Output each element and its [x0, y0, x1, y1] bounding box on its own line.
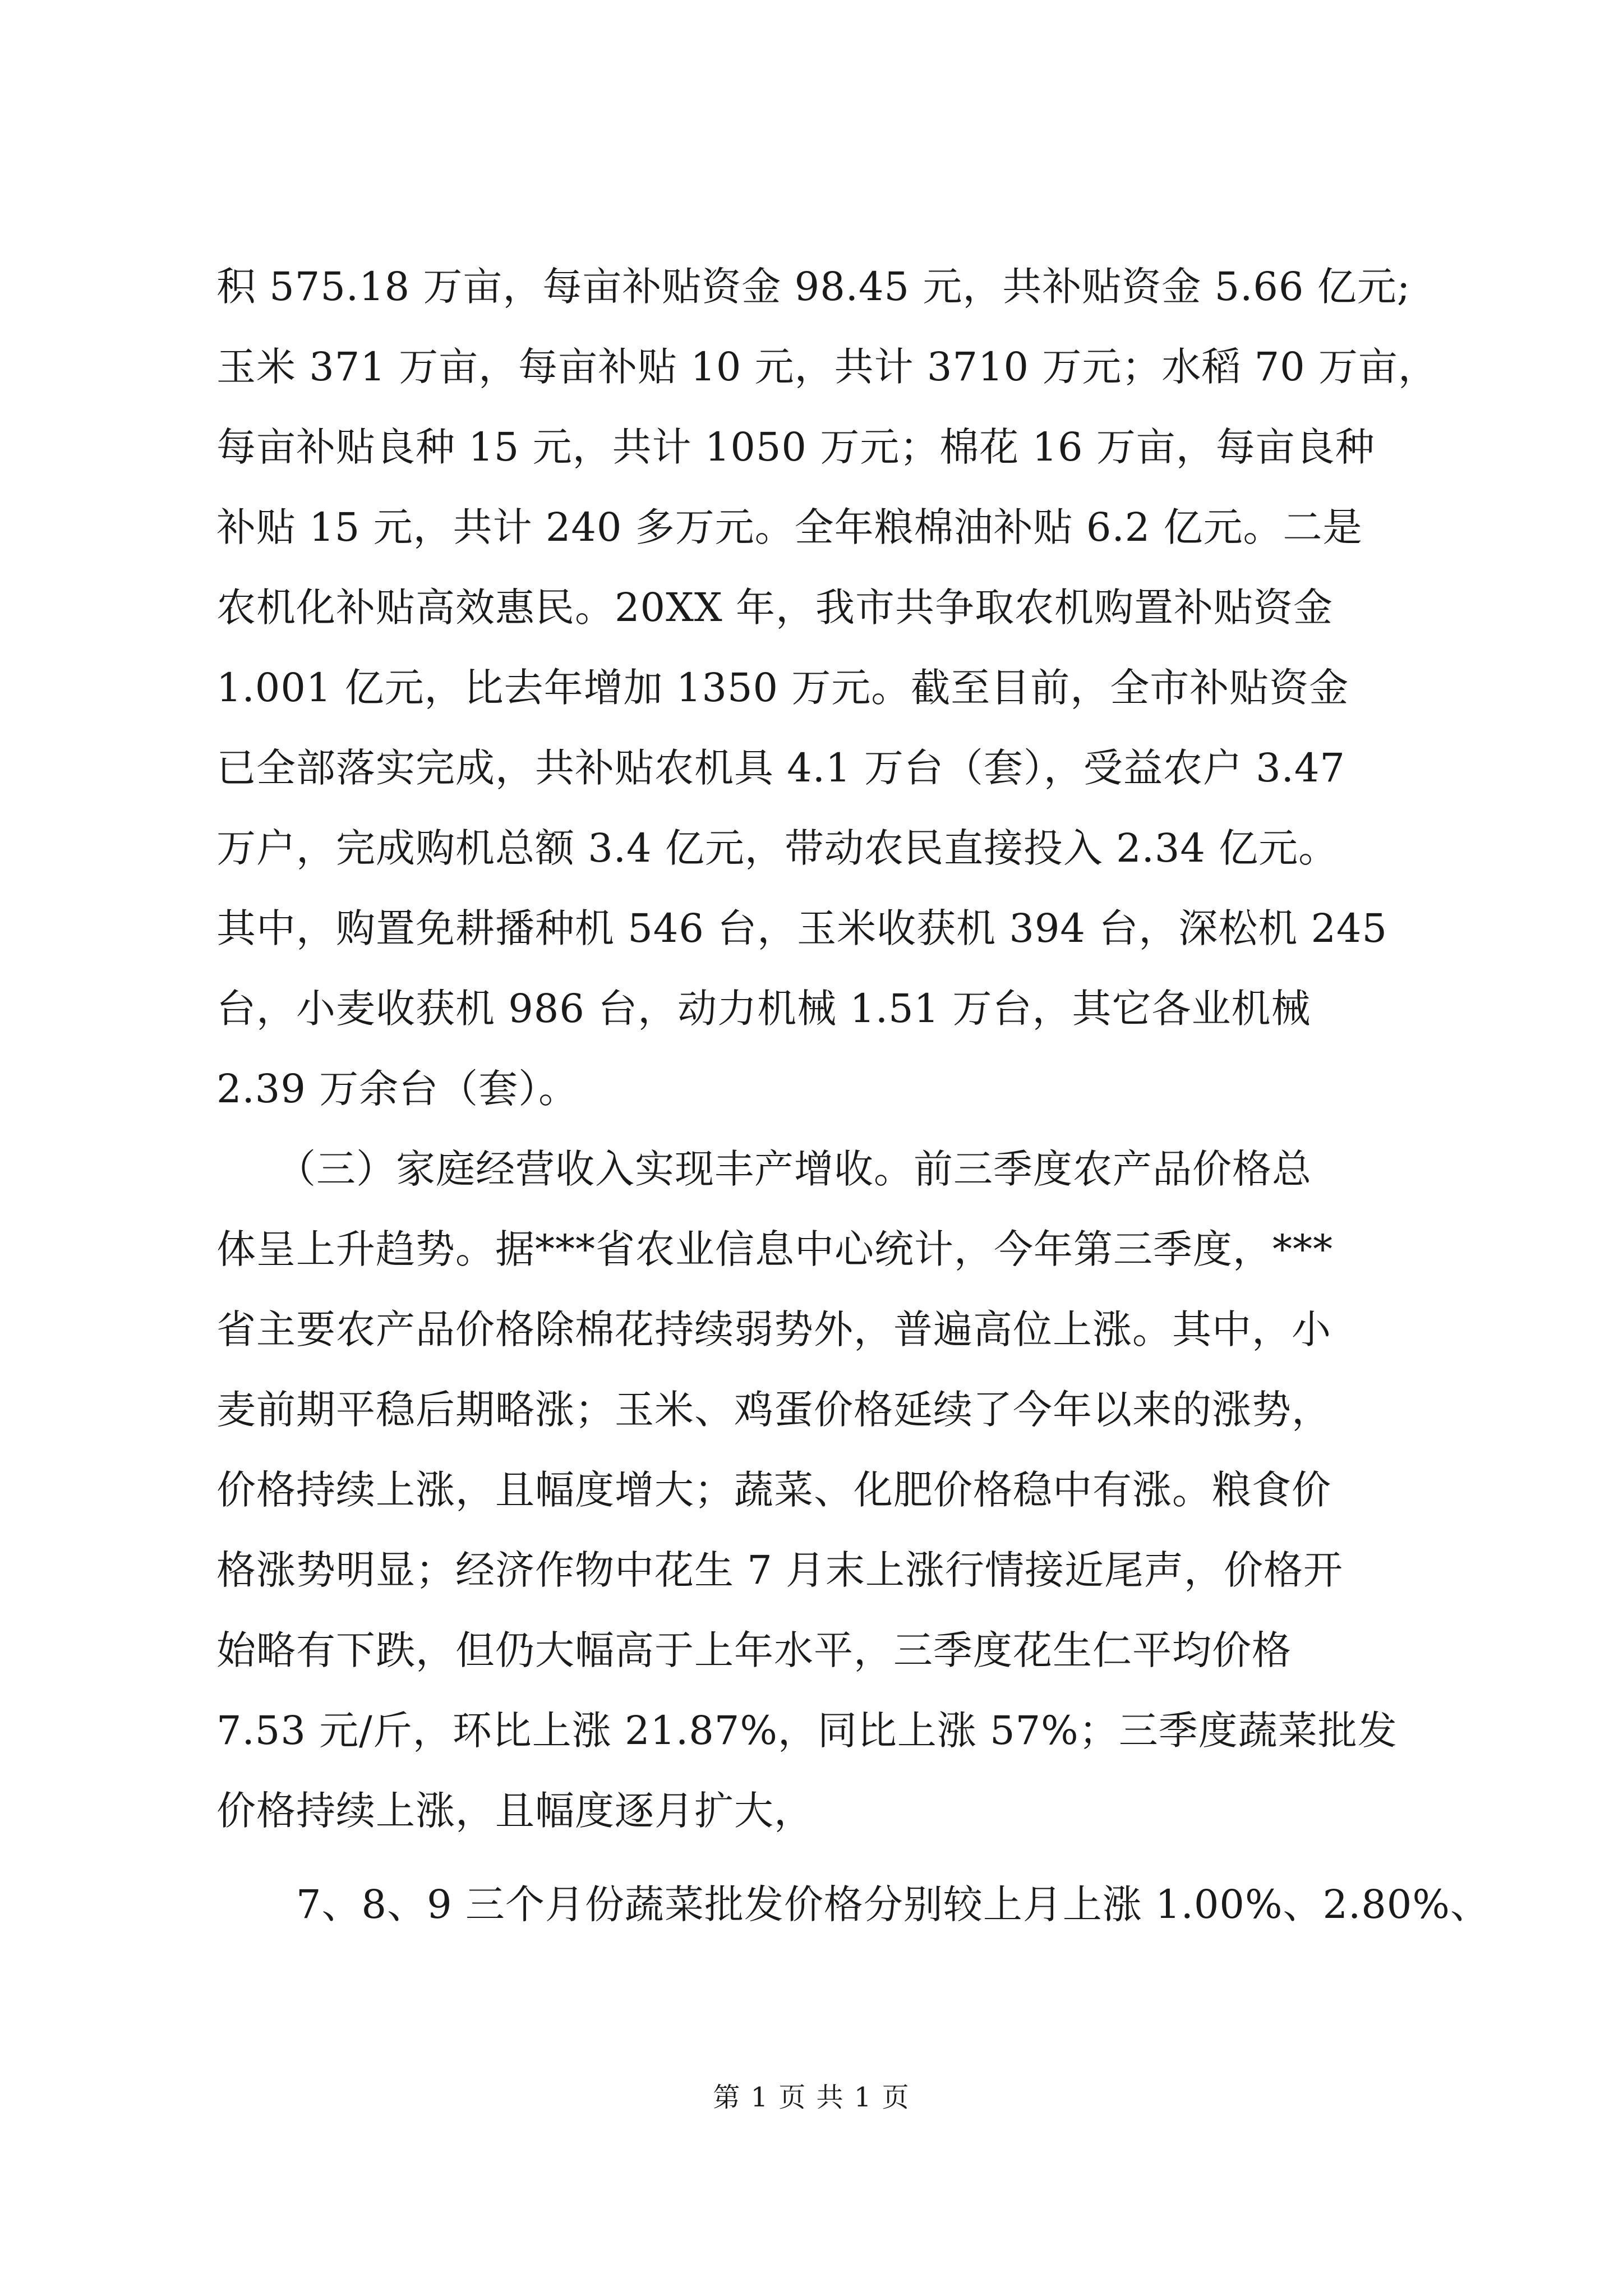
text-line: 麦前期平稳后期略涨；玉米、鸡蛋价格延续了今年以来的涨势， — [216, 1387, 1331, 1433]
text-line: 价格持续上涨，且幅度逐月扩大， — [216, 1788, 814, 1834]
text-line: （三）家庭经营收入实现丰产增收。前三季度农产品价格总 — [216, 1146, 1312, 1192]
text-line: 台，小麦收获机 986 台，动力机械 1.51 万台，其它各业机械 — [216, 986, 1311, 1032]
text-line: 体呈上升趋势。据***省农业信息中心统计，今年第三季度，*** — [216, 1226, 1333, 1272]
text-line: 始略有下跌，但仍大幅高于上年水平，三季度花生仁平均价格 — [216, 1627, 1292, 1673]
text-line: 7.53 元/斤，环比上涨 21.87%，同比上涨 57%；三季度蔬菜批发 — [216, 1708, 1398, 1754]
text-line: 1.001 亿元，比去年增加 1350 万元。截至目前，全市补贴资金 — [216, 665, 1349, 711]
text-line: 积 575.18 万亩，每亩补贴资金 98.45 元，共补贴资金 5.66 亿元; — [216, 264, 1411, 310]
text-line: 每亩补贴良种 15 元，共计 1050 万元；棉花 16 万亩，每亩良种 — [216, 424, 1375, 470]
page-footer: 第 1 页 共 1 页 — [713, 2082, 910, 2113]
text-line: 玉米 371 万亩，每亩补贴 10 元，共计 3710 万元；水稻 70 万亩， — [216, 344, 1438, 390]
text-line: 7、8、9 三个月份蔬菜批发价格分别较上月上涨 1.00%、2.80%、 — [216, 1881, 1490, 1927]
text-line: 格涨势明显；经济作物中花生 7 月末上涨行情接近尾声，价格开 — [216, 1547, 1344, 1593]
body-text — [216, 247, 1490, 1945]
text-line: 省主要农产品价格除棉花持续弱势外，普遍高位上涨。其中，小 — [216, 1306, 1331, 1352]
text-line: 万户，完成购机总额 3.4 亿元，带动农民直接投入 2.34 亿元。 — [216, 825, 1339, 871]
text-line: 价格持续上涨，且幅度增大；蔬菜、化肥价格稳中有涨。粮食价 — [216, 1467, 1331, 1513]
text-line: 其中，购置免耕播种机 546 台，玉米收获机 394 台，深松机 245 — [216, 905, 1388, 951]
text-line: 补贴 15 元，共计 240 多万元。全年粮棉油补贴 6.2 亿元。二是 — [216, 504, 1363, 550]
text-line: 已全部落实完成，共补贴农机具 4.1 万台（套），受益农户 3.47 — [216, 745, 1345, 791]
text-line: 农机化补贴高效惠民。20XX 年，我市共争取农机购置补贴资金 — [216, 585, 1333, 631]
text-line: 2.39 万余台（套）。 — [216, 1066, 579, 1112]
